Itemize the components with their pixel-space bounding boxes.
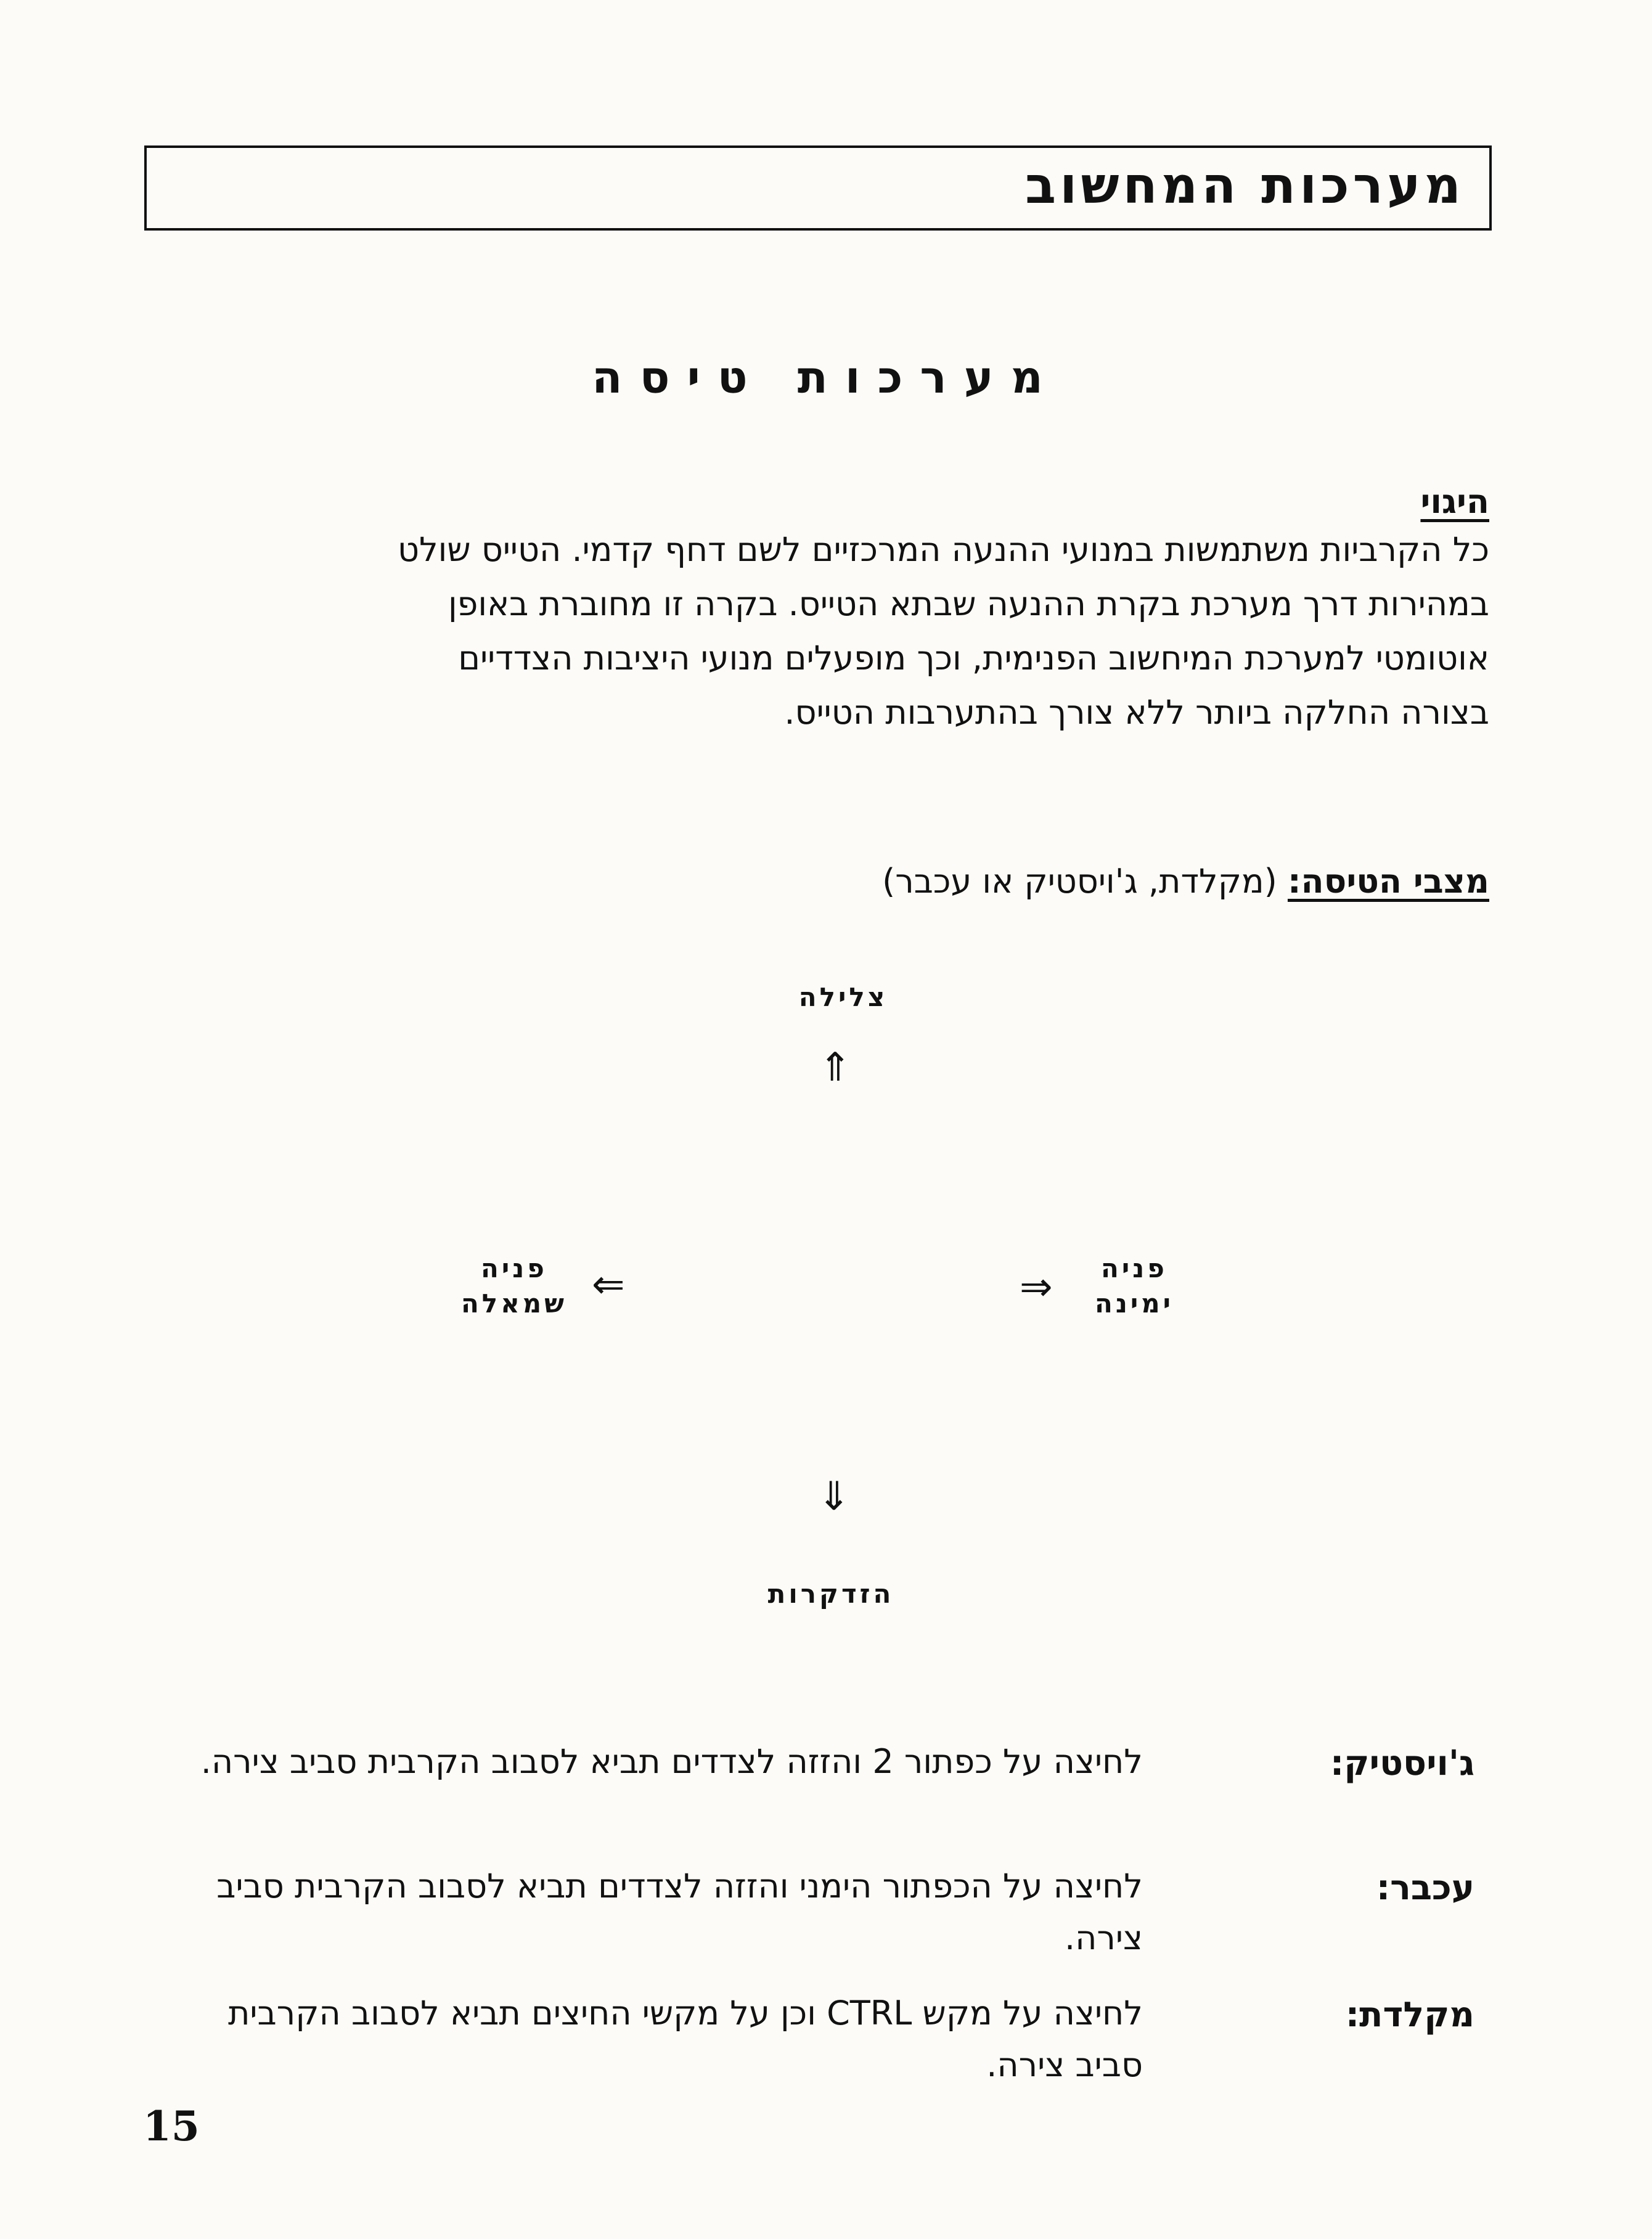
- steering-line-1: כל הקרביות משתמשות במנועי ההנעה המרכזיים לשם דחף קדמי. הטייס שולט: [397, 530, 1489, 569]
- steering-line-4: בצורה החלקה ביותר ללא צורך בהתערבות הטייס.: [784, 693, 1489, 732]
- arrow-right-icon: ⇒: [1020, 1264, 1053, 1310]
- mouse-text: לחיצה על הכפתור הימני והזזה לצדדים תביא לסבוב הקרבית סביב צירה.: [216, 1867, 1143, 1957]
- page-number: 15: [143, 2102, 200, 2150]
- arrow-up-icon: ⇑: [819, 1045, 852, 1091]
- joystick-label: ג'ויסטיק:: [1330, 1743, 1474, 1783]
- mouse-label: עכבר:: [1376, 1868, 1474, 1908]
- keyboard-text: לחיצה על מקש CTRL וכן על מקשי החיצים תביא לסבוב הקרבית סביב צירה.: [227, 1994, 1143, 2084]
- joystick-text: לחיצה על כפתור 2 והזזה לצדדים תביא לסבוב הקרבית סביב צירה.: [200, 1742, 1143, 1781]
- section-title: מערכות המחשוב: [1025, 157, 1465, 215]
- dive-label: צלילה: [798, 982, 888, 1012]
- steering-line-3: אוטומטי למערכת המיחשוב הפנימית, וכך מופעלים מנועי היציבות הצדדיים: [458, 639, 1489, 677]
- section-header-box: [144, 145, 1492, 231]
- turn-right-label: פניה ימינה: [1094, 1253, 1174, 1319]
- arrow-down-icon: ⇓: [817, 1474, 851, 1520]
- arrow-left-icon: ⇐: [592, 1262, 625, 1308]
- flight-modes-heading: מצבי הטיסה:: [1287, 862, 1489, 901]
- steering-line-2: במהירות דרך מערכת בקרת ההנעה שבתא הטייס. בקרה זו מחוברת באופן: [448, 584, 1489, 623]
- flight-modes-devices: (מקלדת, ג'ויסטיק או עכבר): [882, 862, 1277, 901]
- keyboard-label: מקלדת:: [1345, 1995, 1474, 2035]
- turn-left-label: פניה שמאלה: [460, 1253, 568, 1319]
- steering-heading: היגוי: [1420, 482, 1489, 521]
- page-title: מערכות טיסה: [592, 351, 1060, 403]
- climb-label: הזדקרות: [767, 1579, 894, 1609]
- flight-modes-line: [882, 862, 1489, 901]
